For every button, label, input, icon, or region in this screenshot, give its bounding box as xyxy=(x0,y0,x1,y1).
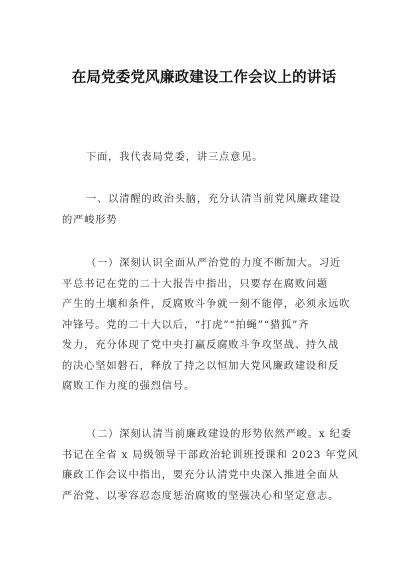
intro-line: 下面，我代表局党委，讲三点意见。 xyxy=(86,152,264,163)
paragraph-1-line-3: 产生的土壤和条件，反腐败斗争就一刻不能停，必须永远吹 xyxy=(62,299,351,310)
paragraph-2-line-3: 廉政工作会议中指出，要充分认清党中央深入推进全面从 xyxy=(62,470,340,481)
document-title: 在局党委党风廉政建设工作会议上的讲话 xyxy=(71,70,337,86)
section-heading-line-2: 的严峻形势 xyxy=(62,214,118,226)
paragraph-1-line-6: 的决心坚如磐石，释放了持之以恒加大党风廉政建设和反 xyxy=(62,360,340,372)
paragraph-1-line-5: 发力，充分体现了党中央打赢反腐败斗争攻坚战、持久战 xyxy=(62,340,340,351)
paragraph-1-line-2: 平总书记在党的二十大报告中指出，只要存在腐败问题 xyxy=(62,278,329,290)
paragraph-2 xyxy=(62,425,362,507)
paragraph-2-line-4: 严治党、以零容忍态度惩治腐败的坚强决心和坚定意志。 xyxy=(62,490,340,502)
paragraph-1-line-4: 冲锋号。党的二十大以后，“打虎”“拍蝇”“猎狐”齐 xyxy=(62,319,310,331)
section-heading-1 xyxy=(62,190,362,231)
intro-paragraph xyxy=(62,148,362,169)
paragraph-2-line-2: 书记在全省 x 局级领导干部政治轮训班授课和 2023 年党风 xyxy=(62,449,359,461)
paragraph-1-line-1: （一）深刻认识全面从严治党的力度不断加大。习近 xyxy=(86,258,342,269)
paragraph-1 xyxy=(62,254,362,398)
section-heading-line-1: 一、以清醒的政治头脑，充分认清当前党风廉政建设 xyxy=(86,194,342,205)
paragraph-2-line-1: （二）深刻认清当前廉政建设的形势依然严峻。x 纪委 xyxy=(86,429,352,440)
paragraph-1-line-7: 腐败工作力度的强烈信号。 xyxy=(62,381,196,392)
